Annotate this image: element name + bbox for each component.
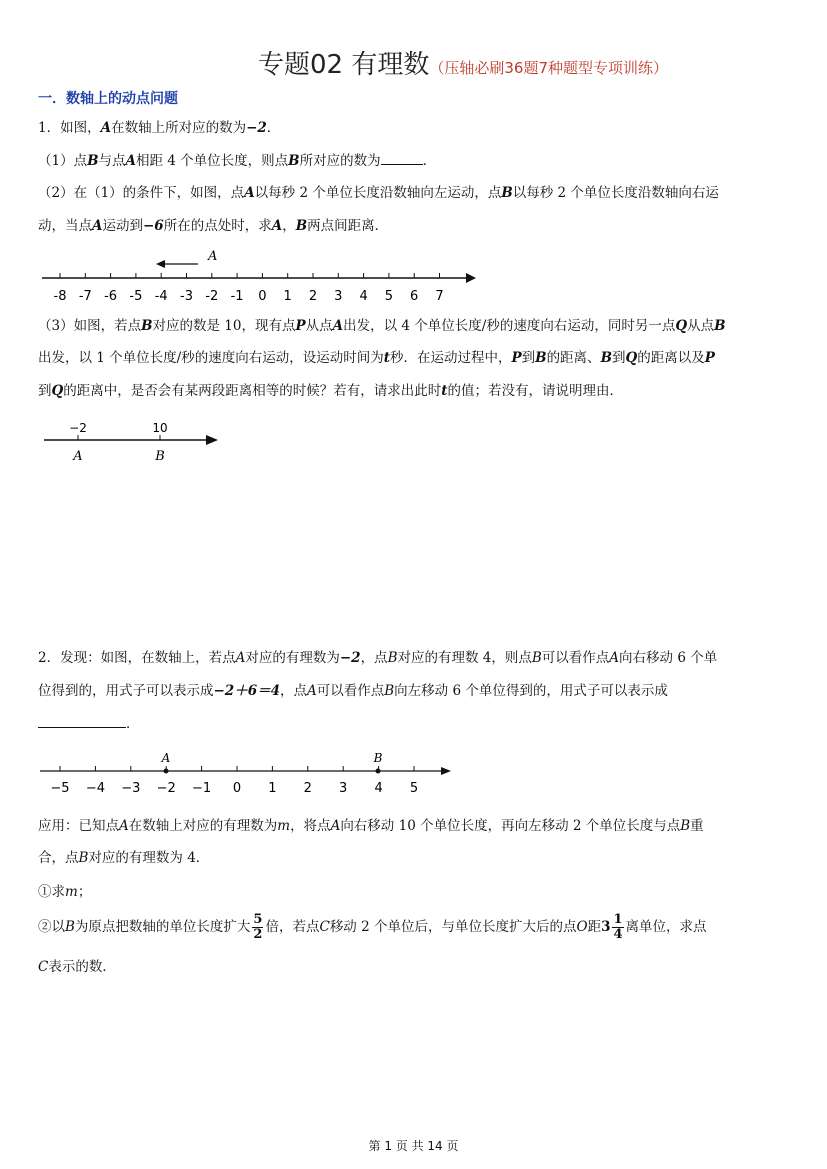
axis-tick-label: -5 (129, 289, 143, 304)
axis-tick-label: -6 (104, 289, 118, 304)
axis-tick-label: 1 (283, 289, 292, 304)
axis-tick-label: 3 (339, 781, 348, 796)
q2-sub-question-1: ①求m； (38, 884, 92, 900)
axis2-b-label: B (155, 449, 165, 464)
answer-blank-long[interactable] (38, 713, 126, 728)
axis-tick-label: -8 (53, 289, 67, 304)
axis2-a-value: −2 (69, 421, 87, 435)
axis-tick-label: 7 (435, 289, 444, 304)
axis-tick-label: 5 (409, 781, 419, 796)
q1-part-2-line-2: 动，当点A运动到−6所在的点处时，求A，B两点间距离． (38, 218, 389, 234)
fraction-five-halves: $\frac{5}{2}$ (253, 912, 263, 942)
q2-sub-question-2: ②以B为原点把数轴的单位长度扩大 $\frac{5}{2}$ 倍，若点C移动 2 个单位后，与单位长度扩大后的点O距3 $\frac{1}{4}$ 离单位，求点 (38, 912, 707, 942)
q1-part-3-line-3: 到Q的距离中，是否会有某两段距离相等的时候？若有，请求出此时t的值；若没有，请说明理由． (38, 383, 624, 399)
q2-line-3: ． (38, 713, 140, 734)
axis-tick-label: 3 (334, 289, 343, 304)
q1-part-3-line-1: （3）如图，若点B对应的数是 10，现有点P从点A出发，以 4 个单位长度/秒的速度向右运动，同时另一点Q从点B (38, 318, 726, 334)
answer-blank[interactable] (381, 150, 423, 165)
q2-line-2: 位得到的，用式子可以表示成−2＋6＝4，点A可以看作点B向左移动 6 个单位得到的，用式子可以表示成 (38, 683, 668, 699)
axis-tick-label: 2 (303, 781, 312, 796)
page-footer: 第 1 页 共 14 页 (368, 1139, 459, 1153)
axis3-a-label: A (161, 751, 171, 765)
number-line-2 (38, 418, 238, 468)
axis-tick-label: 4 (359, 289, 368, 304)
axis-tick-label: −4 (85, 781, 105, 796)
axis-tick-label: -4 (154, 289, 168, 304)
q2-line-1: 2．发现：如图，在数轴上，若点A对应的有理数为−2，点B对应的有理数 4，则点B可以看作点A向右移动 6 个单 (38, 650, 718, 666)
axis-tick-label: -2 (205, 289, 219, 304)
axis-tick-label: -7 (78, 289, 92, 304)
axis-tick-label: −5 (50, 781, 70, 796)
q1-part-1: （1）点B与点A相距 4 个单位长度，则点B所对应的数为 ． (38, 150, 436, 171)
axis2-a-label: A (73, 449, 83, 464)
title-subtitle: （压轴必刷36题7种题型专项训练） (429, 59, 668, 77)
document-title (258, 44, 668, 81)
number-line-3 (38, 745, 458, 800)
q2-sub-question-2-cont: C表示的数． (38, 959, 116, 975)
axis2-b-value: 10 (152, 421, 168, 435)
axis-tick-label: 1 (268, 781, 277, 796)
left-arrow-icon (156, 260, 165, 268)
q1-line-1: 1．如图，A在数轴上所对应的数为−2． (38, 120, 281, 136)
axis-tick-label: 0 (258, 289, 267, 304)
axis-tick-label: 2 (308, 289, 318, 304)
section-heading: 一．数轴上的动点问题 (38, 91, 178, 107)
axis-tick-label: −1 (192, 781, 212, 796)
axis-tick-label: 4 (374, 781, 383, 796)
point-b-dot (376, 769, 381, 774)
title-main: 专题02 有理数 (258, 50, 430, 80)
axis-tick-label: 5 (384, 289, 394, 304)
fraction-one-quarter: $\frac{1}{4}$ (613, 912, 623, 942)
axis-tick-label: −3 (121, 781, 141, 796)
q1-part-2-line-1: （2）在（1）的条件下，如图，点A以每秒 2 个单位长度沿数轴向左运动，点B以每秒 2 个单位长度沿数轴向右运 (38, 185, 719, 201)
axis-tick-label: -3 (180, 289, 193, 304)
q2-application-line-1: 应用：已知点A在数轴上对应的有理数为m，将点A向右移动 10 个单位长度，再向左移动 2 个单位长度与点B重 (38, 818, 704, 834)
axis1-point-label: A (208, 249, 218, 264)
axis-tick-label: -1 (230, 289, 244, 304)
axis-tick-label: −2 (156, 781, 176, 796)
axis-tick-label: 6 (410, 289, 419, 304)
number-line-1 (38, 246, 478, 306)
axis3-b-label: B (373, 751, 383, 765)
point-a-dot (164, 769, 169, 774)
q1-part-3-line-2: 出发，以 1 个单位长度/秒的速度向右运动，设运动时间为t秒．在运动过程中，P到B的距离、B到Q的距离以及P (38, 350, 715, 366)
axis-tick-label: 0 (232, 781, 242, 796)
q2-application-line-2: 合，点B对应的有理数为 4． (38, 850, 210, 866)
